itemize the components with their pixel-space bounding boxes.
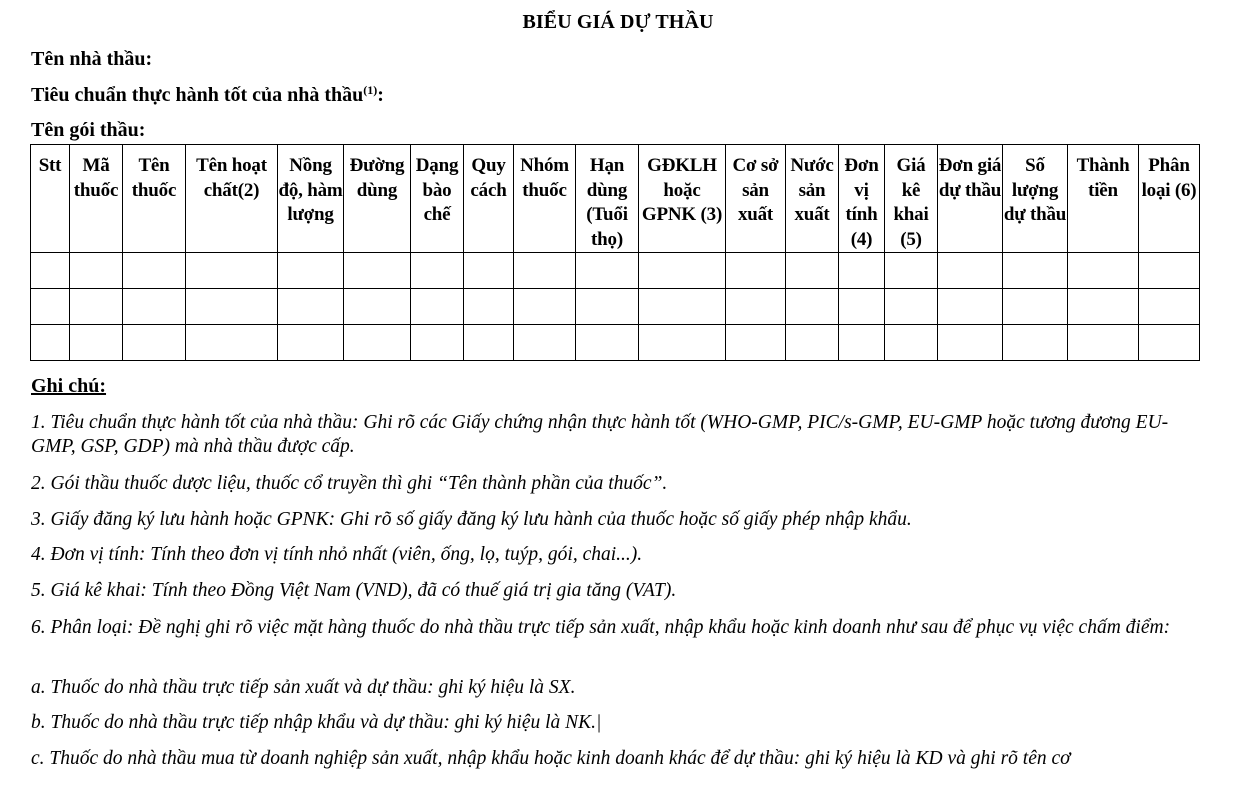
table-cell[interactable] [786, 253, 839, 289]
table-cell[interactable] [839, 289, 885, 325]
table-cell[interactable] [576, 253, 639, 289]
table-cell[interactable] [70, 289, 123, 325]
note-6b: b. Thuốc do nhà thầu trực tiếp nhập khẩu và dự thầu: ghi ký hiệu là NK.| [31, 712, 602, 733]
table-cell[interactable] [576, 325, 639, 361]
table-cell[interactable] [576, 289, 639, 325]
table-cell[interactable] [278, 289, 344, 325]
table-row [31, 289, 1200, 325]
column-header: Nồng độ, hàm lượng [278, 145, 344, 253]
table-cell[interactable] [885, 253, 938, 289]
table-cell[interactable] [123, 289, 186, 325]
footnote-ref-1: (1) [363, 83, 378, 97]
table-header-row [31, 145, 1200, 253]
table-cell[interactable] [31, 325, 70, 361]
table-cell[interactable] [411, 289, 464, 325]
table-cell[interactable] [344, 289, 411, 325]
table-cell[interactable] [938, 325, 1003, 361]
table-cell[interactable] [885, 289, 938, 325]
column-header: Thành tiền [1068, 145, 1139, 253]
table-cell[interactable] [31, 289, 70, 325]
table-cell[interactable] [1068, 253, 1139, 289]
document-title: BIỂU GIÁ DỰ THẦU [522, 11, 714, 33]
table-cell[interactable] [1003, 289, 1068, 325]
table-cell[interactable] [1139, 289, 1200, 325]
table-cell[interactable] [344, 253, 411, 289]
column-header: GĐKLH hoặc GPNK (3) [639, 145, 726, 253]
table-cell[interactable] [70, 325, 123, 361]
table-cell[interactable] [786, 289, 839, 325]
table-cell[interactable] [123, 325, 186, 361]
table-cell[interactable] [186, 289, 278, 325]
column-header: Nhóm thuốc [514, 145, 576, 253]
table-cell[interactable] [514, 253, 576, 289]
table-cell[interactable] [786, 325, 839, 361]
table-cell[interactable] [1003, 325, 1068, 361]
package-name-label: Tên gói thầu: [31, 119, 146, 141]
column-header: Dạng bào chế [411, 145, 464, 253]
table-cell[interactable] [344, 325, 411, 361]
table-cell[interactable] [464, 253, 514, 289]
column-header: Tên thuốc [123, 145, 186, 253]
table-cell[interactable] [278, 325, 344, 361]
column-header: Số lượng dự thầu [1003, 145, 1068, 253]
table-cell[interactable] [726, 253, 786, 289]
table-cell[interactable] [885, 325, 938, 361]
table-cell[interactable] [639, 325, 726, 361]
column-header: Stt [31, 145, 70, 253]
table-cell[interactable] [186, 325, 278, 361]
table-cell[interactable] [1139, 253, 1200, 289]
table-cell[interactable] [839, 325, 885, 361]
table-cell[interactable] [514, 325, 576, 361]
column-header: Phân loại (6) [1139, 145, 1200, 253]
table-cell[interactable] [938, 289, 1003, 325]
table-cell[interactable] [726, 325, 786, 361]
column-header: Quy cách [464, 145, 514, 253]
table-cell[interactable] [1068, 289, 1139, 325]
table-cell[interactable] [1003, 253, 1068, 289]
column-header: Đơn vị tính (4) [839, 145, 885, 253]
note-6c: c. Thuốc do nhà thầu mua từ doanh nghiệp sản xuất, nhập khẩu hoặc kinh doanh khác để dự thầu: ghi ký hiệu là KD và ghi rõ tên cơ [31, 748, 1071, 769]
table-cell[interactable] [839, 253, 885, 289]
table-cell[interactable] [938, 253, 1003, 289]
table-cell[interactable] [123, 253, 186, 289]
table-cell[interactable] [411, 325, 464, 361]
column-header: Cơ sở sản xuất [726, 145, 786, 253]
column-header: Mã thuốc [70, 145, 123, 253]
note-6a: a. Thuốc do nhà thầu trực tiếp sản xuất và dự thầu: ghi ký hiệu là SX. [31, 677, 576, 698]
table-row [31, 325, 1200, 361]
note-5: 5. Giá kê khai: Tính theo Đồng Việt Nam (VND), đã có thuế giá trị gia tăng (VAT). [31, 580, 677, 601]
table-cell[interactable] [411, 253, 464, 289]
bid-price-table [30, 144, 1200, 361]
note-4: 4. Đơn vị tính: Tính theo đơn vị tính nhỏ nhất (viên, ống, lọ, tuýp, gói, chai...). [31, 544, 643, 565]
column-header: Nước sản xuất [786, 145, 839, 253]
table-cell[interactable] [514, 289, 576, 325]
table-cell[interactable] [278, 253, 344, 289]
note-1: 1. Tiêu chuẩn thực hành tốt của nhà thầu: Ghi rõ các Giấy chứng nhận thực hành tốt (WHO-GMP, PIC/s-GMP, EU-GMP hoặc tương đương EU- GMP, GSP, GDP) mà nhà thầu được cấp. [31, 412, 1169, 457]
column-header: Hạn dùng (Tuổi thọ) [576, 145, 639, 253]
note-2: 2. Gói thầu thuốc dược liệu, thuốc cổ truyền thì ghi “Tên thành phần của thuốc”. [31, 473, 668, 494]
note-3: 3. Giấy đăng ký lưu hành hoặc GPNK: Ghi rõ số giấy đăng ký lưu hành của thuốc hoặc số giấy phép nhập khẩu. [31, 509, 912, 530]
table-cell[interactable] [1139, 325, 1200, 361]
table-cell[interactable] [464, 289, 514, 325]
table-cell[interactable] [726, 289, 786, 325]
table-cell[interactable] [186, 253, 278, 289]
table-cell[interactable] [639, 253, 726, 289]
column-header: Tên hoạt chất(2) [186, 145, 278, 253]
column-header: Giá kê khai (5) [885, 145, 938, 253]
table-cell[interactable] [31, 253, 70, 289]
bidder-name-label: Tên nhà thầu: [31, 48, 153, 70]
gmp-standard-label: Tiêu chuẩn thực hành tốt của nhà thầu$^{(1)}$: [31, 83, 384, 106]
table-cell[interactable] [464, 325, 514, 361]
table-cell[interactable] [70, 253, 123, 289]
note-6: 6. Phân loại: Đề nghị ghi rõ việc mặt hàng thuốc do nhà thầu trực tiếp sản xuất, nhập khẩu hoặc kinh doanh như sau để phục vụ việc chấm điểm: [31, 617, 1171, 638]
column-header: Đường dùng [344, 145, 411, 253]
table-cell[interactable] [1068, 325, 1139, 361]
table-row [31, 253, 1200, 289]
column-header: Đơn giá dự thầu [938, 145, 1003, 253]
table-cell[interactable] [639, 289, 726, 325]
notes-title: Ghi chú: [31, 375, 107, 397]
